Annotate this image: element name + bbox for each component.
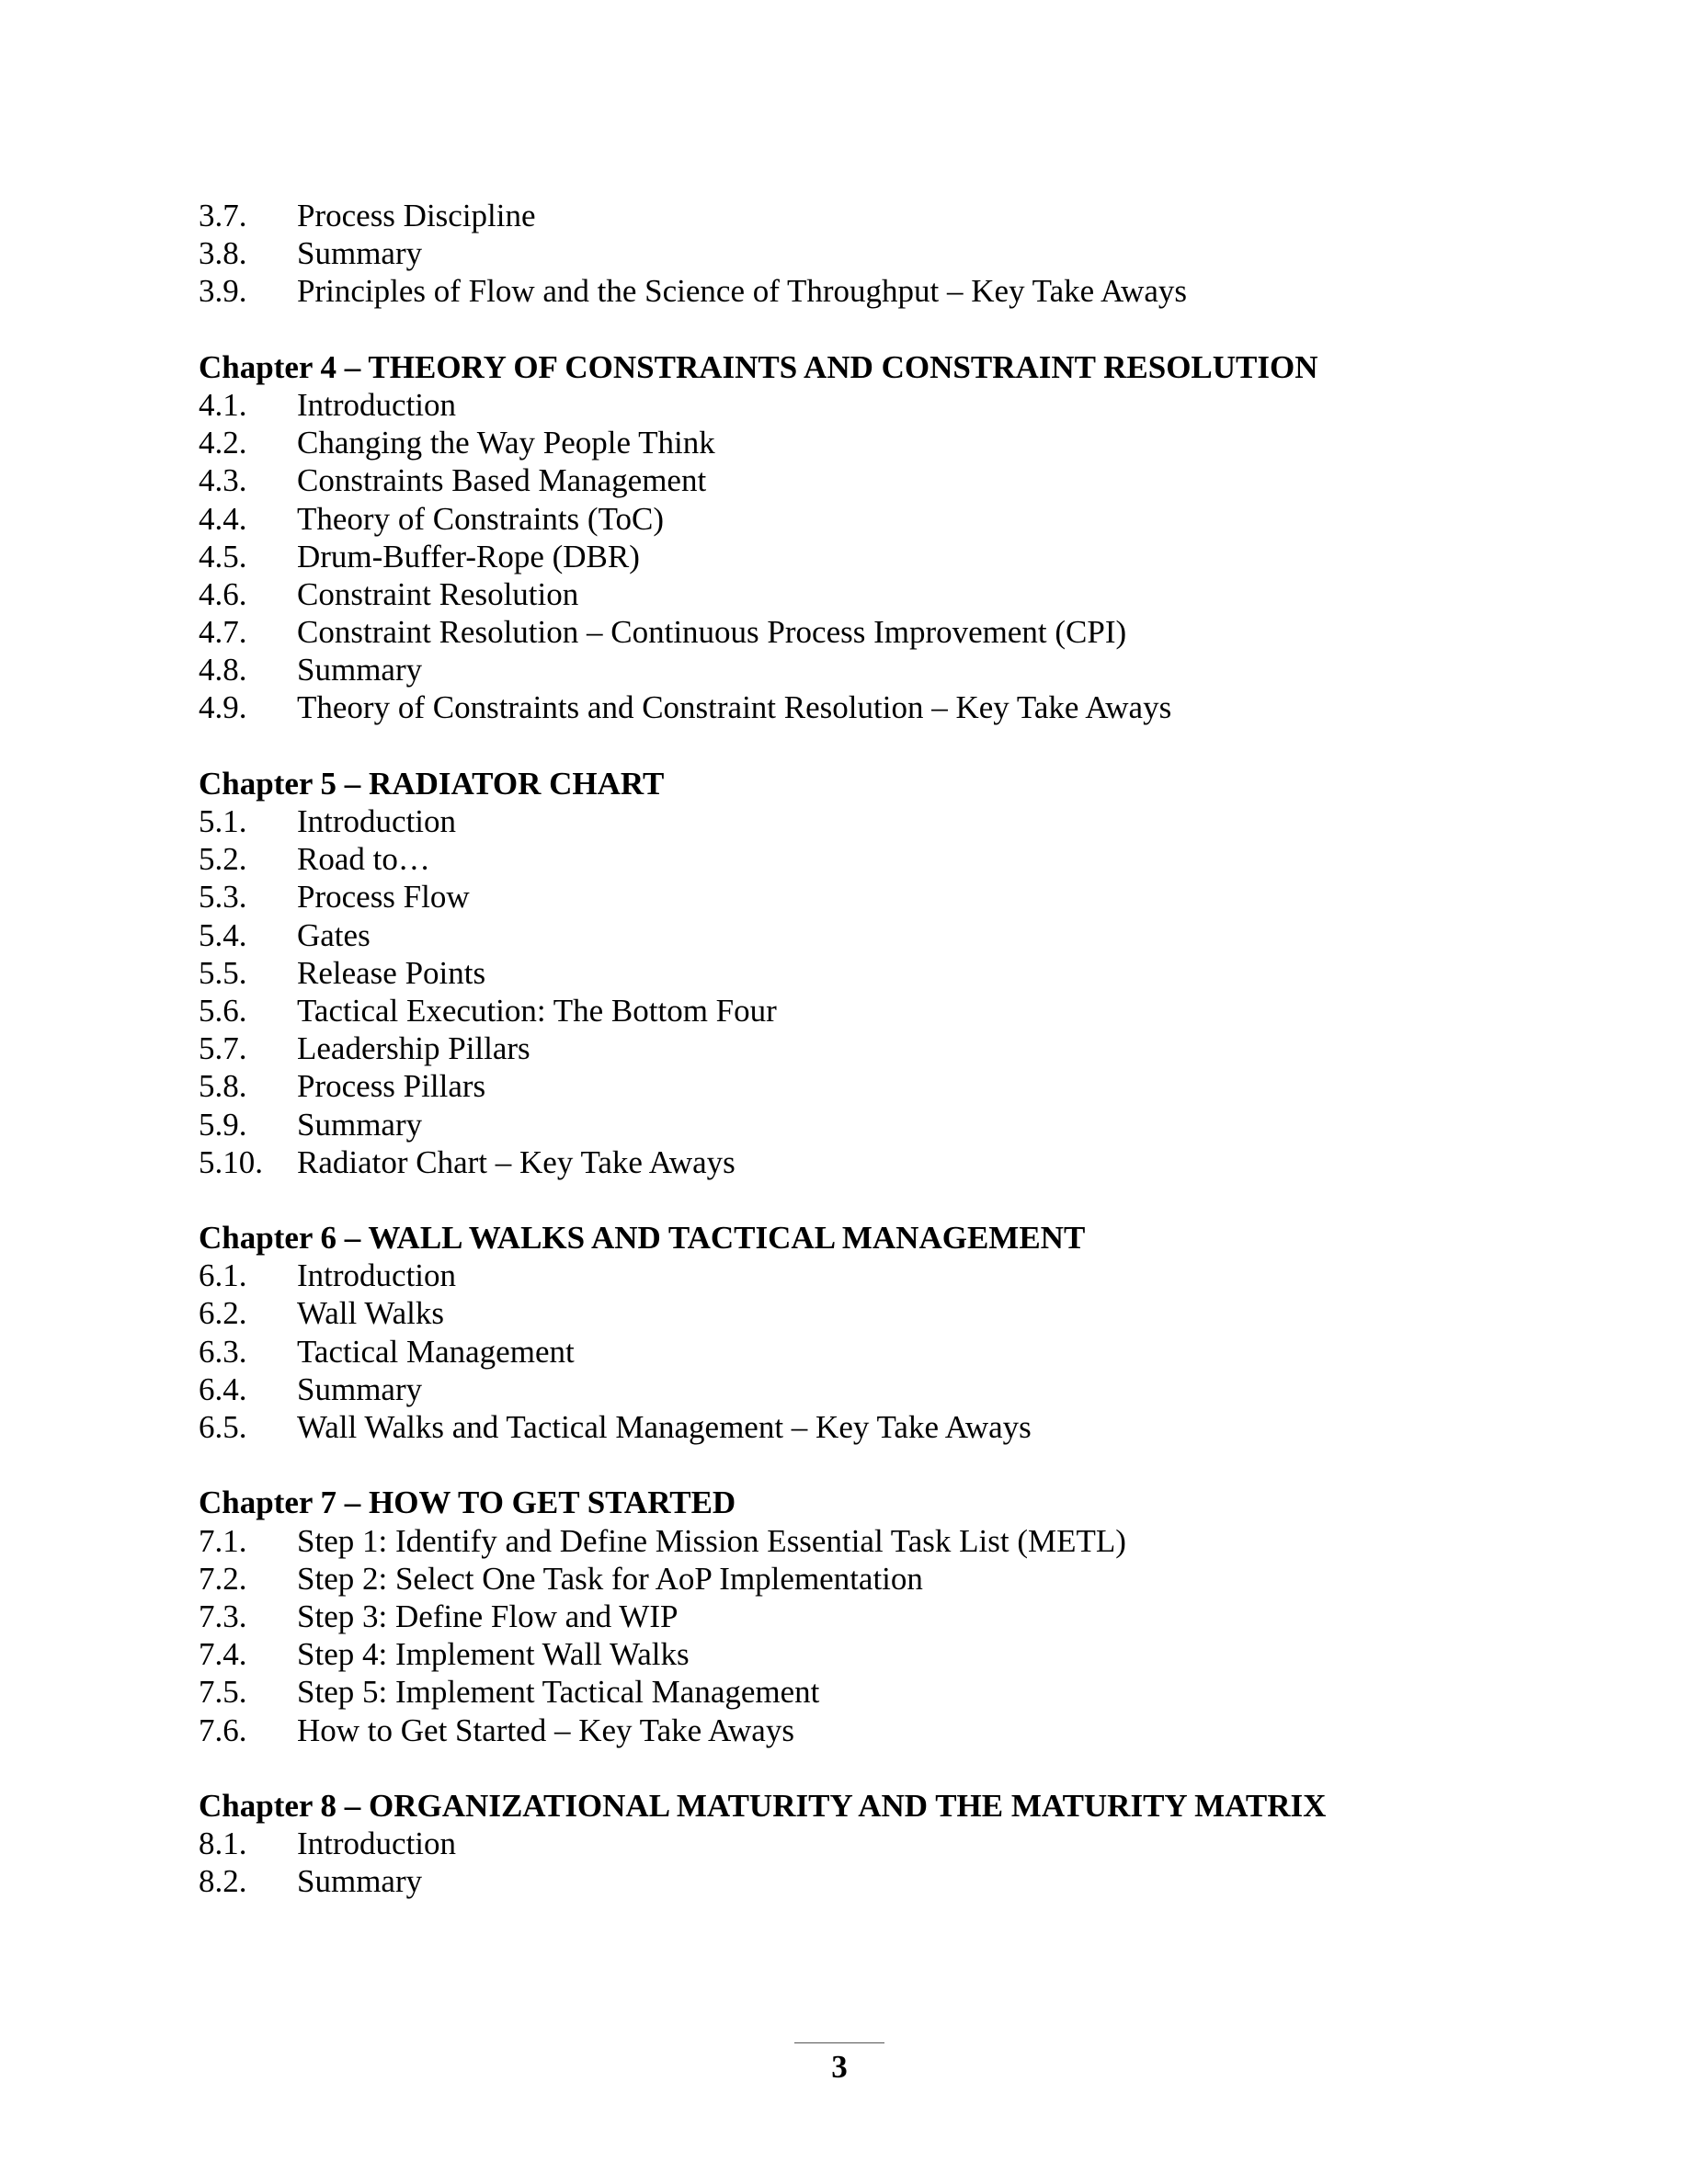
- toc-entry-title: Summary: [297, 235, 423, 272]
- toc-entry-number: 6.5.: [199, 1409, 247, 1445]
- toc-entry-number: 8.1.: [199, 1826, 247, 1862]
- toc-entry: [199, 1408, 1541, 1446]
- toc-entry-title: Road to…: [297, 841, 430, 878]
- toc-section: [199, 197, 1541, 311]
- chapter-heading: Chapter 5 – RADIATOR CHART: [199, 765, 665, 802]
- toc-entry: [199, 1106, 1541, 1143]
- toc-entry-number: 3.7.: [199, 198, 247, 233]
- toc-entry: [199, 538, 1541, 575]
- toc-entry-number: 4.8.: [199, 652, 247, 688]
- toc-entry-number: 4.9.: [199, 689, 247, 726]
- toc-entry-title: Drum-Buffer-Rope (DBR): [297, 538, 640, 574]
- toc-entry-number: 4.6.: [199, 575, 247, 612]
- toc-entry-number: 4.1.: [199, 386, 247, 423]
- toc-entry-title: Tactical Execution: The Bottom Four: [297, 992, 777, 1029]
- toc-entry-number: 4.4.: [199, 500, 247, 537]
- toc-entry-number: 3.9.: [199, 273, 247, 310]
- toc-entry-title: Summary: [297, 1863, 423, 1900]
- toc-entry-title: Theory of Constraints and Constraint Resolution – Key Take Aways: [297, 689, 1172, 726]
- toc-entry-title: Changing the Way People Think: [297, 425, 715, 461]
- toc-entry: [199, 575, 1541, 613]
- toc-entry-title: Radiator Chart – Key Take Aways: [297, 1143, 736, 1180]
- toc-entry-title: Introduction: [297, 1826, 457, 1862]
- toc-entry-number: 4.2.: [199, 425, 247, 461]
- toc-entry: [199, 1598, 1541, 1635]
- toc-entry-title: Constraint Resolution: [297, 575, 579, 612]
- toc-entry: [199, 1560, 1541, 1598]
- toc-entry: [199, 992, 1541, 1029]
- toc-entry: [199, 197, 1541, 234]
- toc-entry: [199, 613, 1541, 651]
- footer-rule: [794, 2042, 884, 2043]
- toc-entry-title: Introduction: [297, 1257, 457, 1294]
- toc-entry: [199, 916, 1541, 954]
- toc-entry: [199, 461, 1541, 499]
- toc-section: [199, 765, 1541, 1181]
- toc-entry-number: 7.3.: [199, 1598, 247, 1634]
- toc-entry-title: Process Pillars: [297, 1068, 486, 1105]
- toc-entry-number: 6.4.: [199, 1371, 247, 1407]
- table-of-contents: [199, 197, 1541, 1900]
- toc-entry-number: 6.3.: [199, 1333, 247, 1370]
- toc-entry-number: 7.1.: [199, 1522, 247, 1559]
- toc-entry-number: 4.3.: [199, 462, 247, 499]
- toc-entry-number: 5.3.: [199, 879, 247, 916]
- toc-entry-title: Summary: [297, 1106, 423, 1143]
- toc-entry: [199, 1257, 1541, 1294]
- toc-entry-number: 5.2.: [199, 841, 247, 878]
- toc-entry-number: 5.6.: [199, 992, 247, 1029]
- toc-entry: [199, 954, 1541, 992]
- toc-entry-number: 5.5.: [199, 954, 247, 991]
- toc-entry: [199, 1712, 1541, 1749]
- toc-entry: [199, 802, 1541, 840]
- toc-entry-number: 6.1.: [199, 1257, 247, 1294]
- toc-entry-number: 5.4.: [199, 916, 247, 953]
- toc-entry: [199, 1673, 1541, 1711]
- toc-entry: [199, 840, 1541, 878]
- toc-section: [199, 1484, 1541, 1748]
- toc-entry-title: Tactical Management: [297, 1333, 575, 1370]
- toc-section: [199, 1219, 1541, 1446]
- toc-entry: [199, 1294, 1541, 1332]
- toc-entry: [199, 500, 1541, 538]
- toc-entry-title: Step 5: Implement Tactical Management: [297, 1674, 820, 1711]
- toc-entry-title: Introduction: [297, 803, 457, 839]
- toc-entry: [199, 878, 1541, 916]
- toc-entry-number: 5.1.: [199, 803, 247, 839]
- toc-entry-title: Theory of Constraints (ToC): [297, 500, 665, 537]
- toc-entry-title: Gates: [297, 916, 371, 953]
- chapter-heading: Chapter 8 – ORGANIZATIONAL MATURITY AND THE MATURITY MATRIX: [199, 1787, 1327, 1824]
- toc-entry-title: Introduction: [297, 386, 457, 423]
- toc-entry: [199, 1522, 1541, 1560]
- toc-entry-title: Process Flow: [297, 879, 470, 916]
- toc-entry-title: Step 2: Select One Task for AoP Implementation: [297, 1560, 923, 1597]
- toc-section: [199, 1787, 1541, 1901]
- chapter-heading: Chapter 6 – WALL WALKS AND TACTICAL MANAGEMENT: [199, 1220, 1086, 1257]
- toc-entry-number: 7.2.: [199, 1560, 247, 1597]
- toc-entry: [199, 1825, 1541, 1862]
- toc-entry-title: Summary: [297, 1371, 423, 1407]
- toc-entry-title: Step 4: Implement Wall Walks: [297, 1636, 690, 1673]
- toc-entry-number: 5.8.: [199, 1068, 247, 1105]
- toc-entry-title: Process Discipline: [297, 198, 536, 233]
- chapter-heading: Chapter 4 – THEORY OF CONSTRAINTS AND CONSTRAINT RESOLUTION: [199, 348, 1318, 385]
- toc-entry: [199, 1862, 1541, 1900]
- toc-entry-title: Summary: [297, 652, 423, 688]
- toc-entry: [199, 1067, 1541, 1105]
- toc-entry-number: 4.5.: [199, 538, 247, 574]
- toc-entry-number: 7.5.: [199, 1674, 247, 1711]
- toc-entry: [199, 1635, 1541, 1673]
- chapter-heading: Chapter 7 – HOW TO GET STARTED: [199, 1484, 736, 1521]
- toc-entry: [199, 1143, 1541, 1181]
- toc-entry-number: 7.4.: [199, 1636, 247, 1673]
- toc-entry-number: 6.2.: [199, 1295, 247, 1332]
- toc-entry: [199, 272, 1541, 310]
- toc-section: [199, 348, 1541, 727]
- toc-entry: [199, 386, 1541, 424]
- toc-entry-title: Leadership Pillars: [297, 1030, 530, 1067]
- toc-entry-title: Step 3: Define Flow and WIP: [297, 1598, 679, 1634]
- toc-entry-title: Principles of Flow and the Science of Throughput – Key Take Aways: [297, 273, 1188, 310]
- toc-entry-number: 8.2.: [199, 1863, 247, 1900]
- toc-entry-title: Constraint Resolution – Continuous Process Improvement (CPI): [297, 614, 1127, 651]
- toc-entry-title: Wall Walks and Tactical Management – Key Take Aways: [297, 1409, 1032, 1445]
- toc-entry: [199, 1333, 1541, 1371]
- toc-entry: [199, 424, 1541, 461]
- toc-entry-number: 7.6.: [199, 1712, 247, 1748]
- toc-entry-title: How to Get Started – Key Take Aways: [297, 1712, 794, 1748]
- toc-entry: [199, 1029, 1541, 1067]
- toc-entry-number: 3.8.: [199, 235, 247, 272]
- toc-entry: [199, 1371, 1541, 1408]
- toc-entry-title: Step 1: Identify and Define Mission Essential Task List (METL): [297, 1522, 1126, 1559]
- toc-entry-title: Release Points: [297, 954, 486, 991]
- toc-entry: [199, 234, 1541, 272]
- page-number: 3: [831, 2049, 848, 2085]
- toc-entry-number: 5.10.: [199, 1143, 263, 1180]
- toc-entry: [199, 651, 1541, 688]
- toc-entry-number: 4.7.: [199, 614, 247, 651]
- toc-entry-title: Constraints Based Management: [297, 462, 707, 499]
- toc-entry-number: 5.9.: [199, 1106, 247, 1143]
- toc-entry-title: Wall Walks: [297, 1295, 444, 1332]
- toc-entry: [199, 688, 1541, 726]
- toc-entry-number: 5.7.: [199, 1030, 247, 1067]
